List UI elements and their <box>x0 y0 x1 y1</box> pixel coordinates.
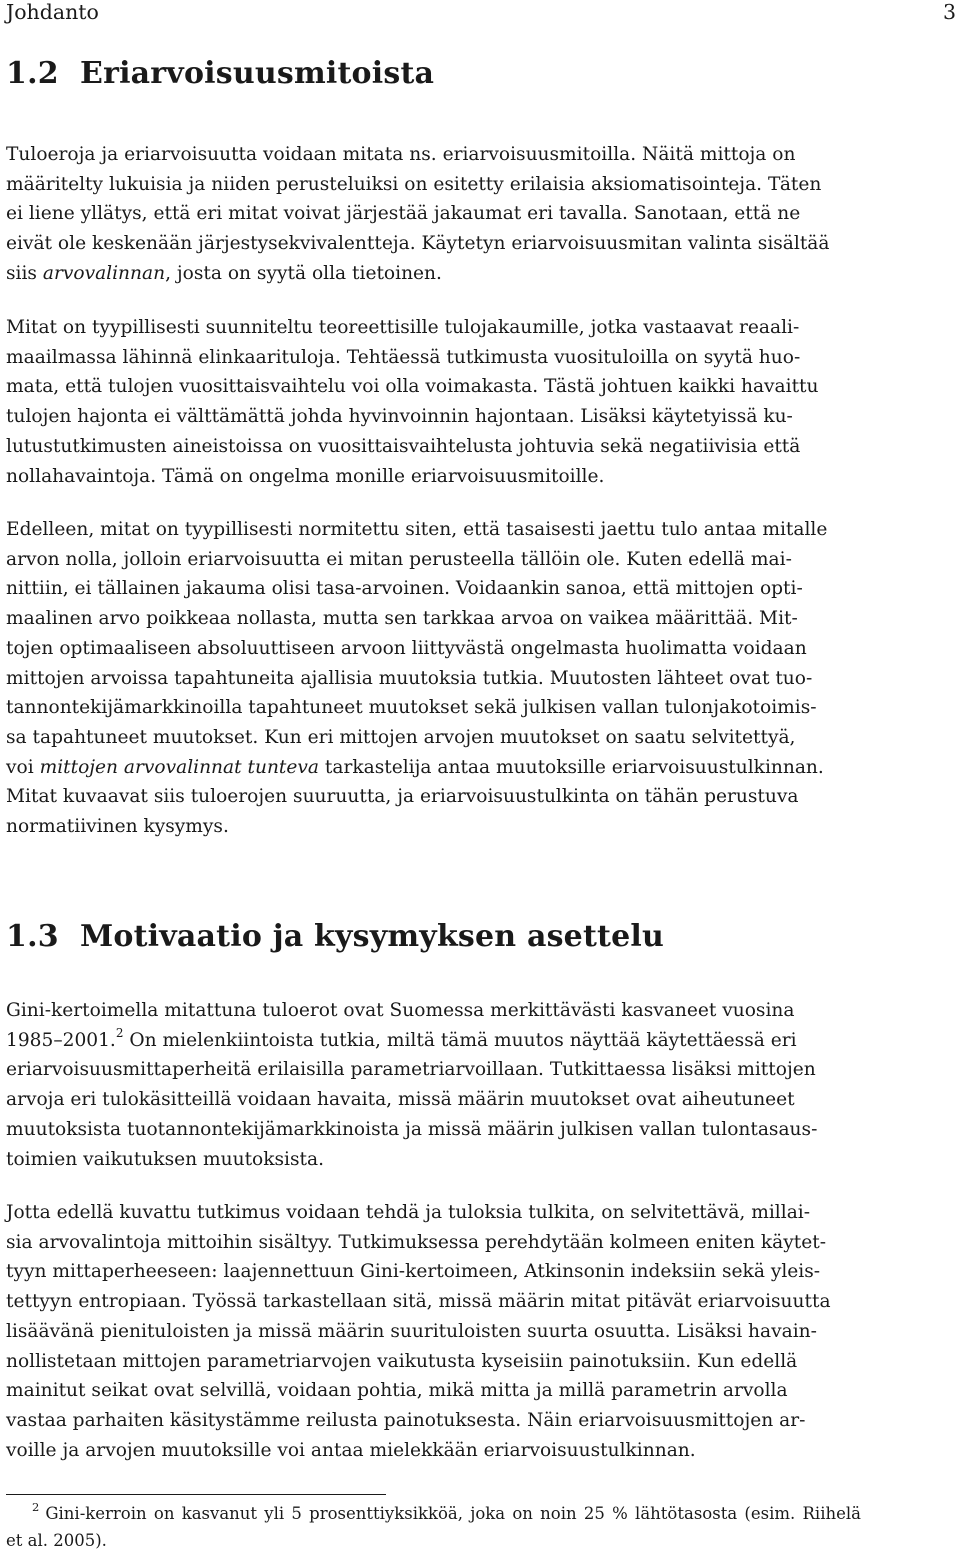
section-heading-1-3 <box>6 917 664 957</box>
text-line: tettyyn entropiaan. Työssä tarkastellaan sitä, missä määrin mitat pitävät eriarvoisuutta <box>6 1291 831 1313</box>
text-line: eivät ole keskenään järjestysekvivalentteja. Käytetyn eriarvoisuusmitan valinta sisältää <box>6 233 830 255</box>
text-line: Edelleen, mitat on tyypillisesti normitettu siten, että tasaisesti jaettu tulo antaa mitalle <box>6 519 828 540</box>
text-line: maalinen arvo poikkeaa nollasta, mutta sen tarkkaa arvoa on vaikea määrittää. Mit- <box>6 608 798 630</box>
text-line <box>6 753 956 783</box>
paragraph-1-2-a <box>6 140 956 289</box>
text-line: mittojen arvoissa tapahtuneita ajallisia muutoksia tutkia. Muutosten lähteet ovat tuo- <box>6 667 813 689</box>
text-line: nollistetaan mittojen parametriarvojen vaikutusta kyseisiin painotuksiin. Kun edellä <box>6 1350 798 1372</box>
text-line: nittiin, ei tällainen jakauma olisi tasa-arvoinen. Voidaankin sanoa, että mittojen opti- <box>6 578 803 600</box>
footnote-reference[interactable]: 2 <box>115 1025 124 1040</box>
section-title: Motivaatio ja kysymyksen asettelu <box>80 919 664 954</box>
footnote-rule <box>6 1494 386 1495</box>
text-line: sa tapahtuneet muutokset. Kun eri mittojen arvojen muutokset on saatu selvitettyä, <box>6 726 796 748</box>
page-number: 3 <box>942 0 956 24</box>
paragraph-1-3-b <box>6 1198 956 1465</box>
emphasized-term: arvovalinnan <box>42 262 166 284</box>
footnote <box>6 1500 956 1554</box>
text-line: tyyn mittaperheeseen: laajennettuun Gini-kertoimeen, Atkinsonin indeksiin sekä yleis- <box>6 1261 821 1283</box>
text-span: voi <box>6 756 40 778</box>
text-line: mainitut seikat ovat selvillä, voidaan pohtia, mikä mitta ja millä parametrin arvolla <box>6 1380 788 1402</box>
text-line: tannontekijämarkkinoilla tapahtuneet muutokset sekä julkisen vallan tulonjakotoimis- <box>6 697 817 719</box>
paragraph-1-3-a <box>6 996 956 1174</box>
text-line: lisäävänä pienituloisten ja missä määrin suurituloisten suurta osuutta. Lisäksi havain- <box>6 1320 817 1342</box>
section-heading-1-2 <box>6 54 434 94</box>
text-line: sia arvovalintoja mittoihin sisältyy. Tutkimuksessa perehdytään kolmeen eniten käytet- <box>6 1231 826 1253</box>
text-line: toimien vaikutuksen muutoksista. <box>6 1148 325 1170</box>
text-line: lutustutkimusten aineistoissa on vuosittaisvaihtelusta johtuvia sekä negatiivisia että <box>6 435 801 457</box>
text-line: tulojen hajonta ei välttämättä johda hyvinvoinnin hajontaan. Lisäksi käytetyissä ku- <box>6 406 793 428</box>
section-number: 1.3 <box>6 919 59 954</box>
text-line: arvon nolla, jolloin eriarvoisuutta ei mitan perusteella tällöin ole. Kuten edellä mai- <box>6 548 792 570</box>
text-span: 1985–2001. <box>6 1029 116 1051</box>
text-line <box>6 259 956 289</box>
text-span: tarkastelija antaa muutoksille eriarvoisuustulkinnan. <box>319 756 824 778</box>
footnote-text: Gini-kerroin on kasvanut yli 5 prosenttiyksikköä, joka on noin 25 % lähtötasosta (esim. Riihelä <box>45 1504 861 1523</box>
paragraph-1-2-c <box>6 515 956 842</box>
text-line: Mitat kuvaavat siis tuloerojen suuruutta, ja eriarvoisuustulkinta on tähän perustuva <box>6 786 799 808</box>
text-line: Gini-kertoimella mitattuna tuloerot ovat Suomessa merkittävästi kasvaneet vuosina <box>6 1000 795 1021</box>
text-span: On mielenkiintoista tutkia, miltä tämä muutos näyttää käytettäessä eri <box>123 1029 797 1051</box>
text-line: muutoksista tuotannontekijämarkkinoista ja missä määrin julkisen vallan tulontasaus- <box>6 1118 818 1140</box>
text-line: voille ja arvojen muutoksille voi antaa mielekkään eriarvoisuustulkinnan. <box>6 1439 696 1461</box>
emphasized-term: mittojen arvovalinnat tunteva <box>39 756 319 778</box>
text-line: Mitat on tyypillisesti suunniteltu teoreettisille tulojakaumille, jotka vastaavat reaali- <box>6 317 800 338</box>
text-line: mata, että tulojen vuosittaisvaihtelu voi olla voimakasta. Tästä johtuen kaikki havaittu <box>6 376 819 398</box>
text-line: normatiivinen kysymys. <box>6 816 229 838</box>
text-line: Tuloeroja ja eriarvoisuutta voidaan mitata ns. eriarvoisuusmitoilla. Näitä mittoja on <box>6 144 796 165</box>
text-line: eriarvoisuusmittaperheitä erilaisilla parametriarvoillaan. Tutkittaessa lisäksi mittojen <box>6 1059 816 1081</box>
text-line: ei liene yllätys, että eri mitat voivat järjestää jakaumat eri tavalla. Sanotaan, että ne <box>6 203 801 225</box>
text-line: nollahavaintoja. Tämä on ongelma monille eriarvoisuusmitoille. <box>6 465 605 487</box>
text-line: arvoja eri tulokäsitteillä voidaan havaita, missä määrin muutokset ovat aiheutuneet <box>6 1089 795 1111</box>
text-line: maailmassa lähinnä elinkaarituloja. Tehtäessä tutkimusta vuosituloilla on syytä huo- <box>6 346 801 368</box>
text-span: , josta on syytä olla tietoinen. <box>165 262 442 284</box>
footnote-line: et al. 2005). <box>6 1531 107 1550</box>
footnote-mark: 2 <box>32 1500 40 1514</box>
paragraph-1-2-b <box>6 313 956 491</box>
section-number: 1.2 <box>6 56 59 91</box>
footnote-line <box>6 1500 956 1527</box>
text-line <box>6 1026 956 1056</box>
running-head-chapter: Johdanto <box>6 0 99 24</box>
text-line: vastaa parhaiten käsitystämme reilusta painotuksesta. Näin eriarvoisuusmittojen ar- <box>6 1409 806 1431</box>
text-line: Jotta edellä kuvattu tutkimus voidaan tehdä ja tuloksia tulkita, on selvitettävä, millai- <box>6 1202 811 1223</box>
text-span: siis <box>6 262 43 284</box>
text-line: tojen optimaaliseen absoluuttiseen arvoon liittyvästä ongelmasta huolimatta voidaan <box>6 637 807 659</box>
section-title: Eriarvoisuusmitoista <box>80 56 435 91</box>
text-line: määritelty lukuisia ja niiden perusteluiksi on esitetty erilaisia aksiomatisointeja. Täten <box>6 173 822 195</box>
running-head <box>6 0 956 28</box>
